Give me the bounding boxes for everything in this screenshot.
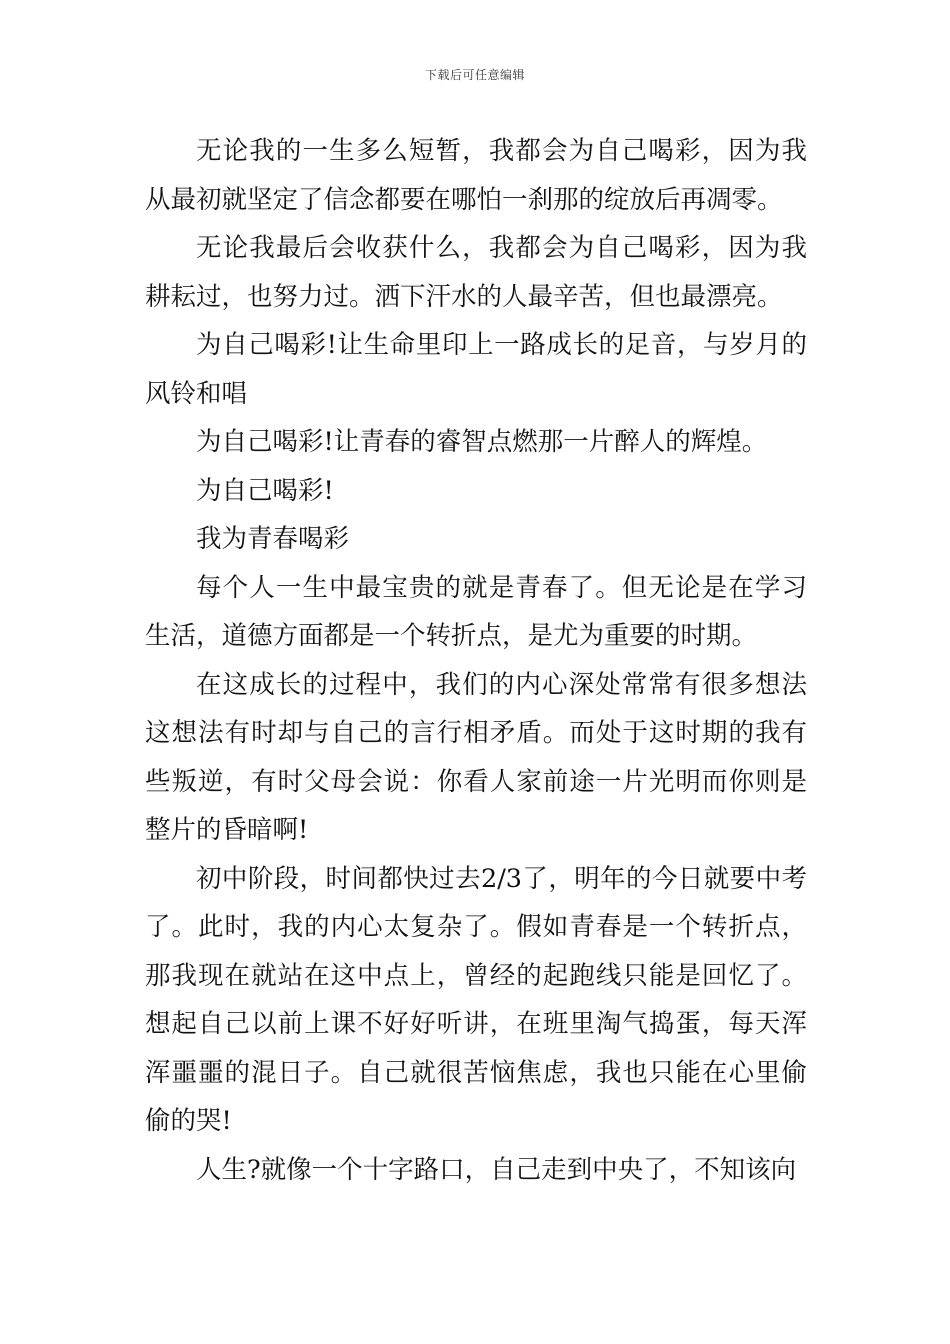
paragraph-4: 为自己喝彩!让青春的睿智点燃那一片醉人的辉煌。 — [196, 427, 768, 457]
page-header: 下载后可任意编辑 — [424, 68, 525, 82]
document-body — [145, 127, 807, 1194]
paragraph-8: 初中阶段，时间都快过去2/3了，明年的今日就要中考了。此时，我的内心太复杂了。假如青春是一个转折点，那我现在就站在这中点上，曾经的起跑线只能是回忆了。想起自己以前上课不好好听讲，在班里淘气捣蛋，每天浑浑噩噩的混日子。自己就很苦恼焦虑，我也只能在心里偷偷的哭! — [145, 863, 807, 1136]
paragraph-5: 为自己喝彩! — [196, 475, 334, 506]
paragraph-3: 为自己喝彩!让生命里印上一路成长的足音，与岁月的风铃和唱 — [145, 330, 807, 409]
paragraph-6: 每个人一生中最宝贵的就是青春了。但无论是在学习生活，道德方面都是一个转折点，是尤为重要的时期。 — [145, 572, 807, 651]
paragraph-2: 无论我最后会收获什么，我都会为自己喝彩，因为我耕耘过，也努力过。洒下汗水的人最辛苦，但也最漂亮。 — [145, 233, 807, 312]
paragraph-7: 在这成长的过程中，我们的内心深处常常有很多想法这想法有时却与自己的言行相矛盾。而处于这时期的我有些叛逆，有时父母会说：你看人家前途一片光明而你则是整片的昏暗啊! — [145, 669, 807, 845]
section-title: 我为青春喝彩 — [196, 524, 350, 554]
paragraph-9: 人生?就像一个十字路口，自己走到中央了，不知该向 — [196, 1154, 797, 1185]
paragraph-1: 无论我的一生多么短暂，我都会为自己喝彩，因为我从最初就坚定了信念都要在哪怕一刹那的绽放后再凋零。 — [145, 136, 807, 215]
